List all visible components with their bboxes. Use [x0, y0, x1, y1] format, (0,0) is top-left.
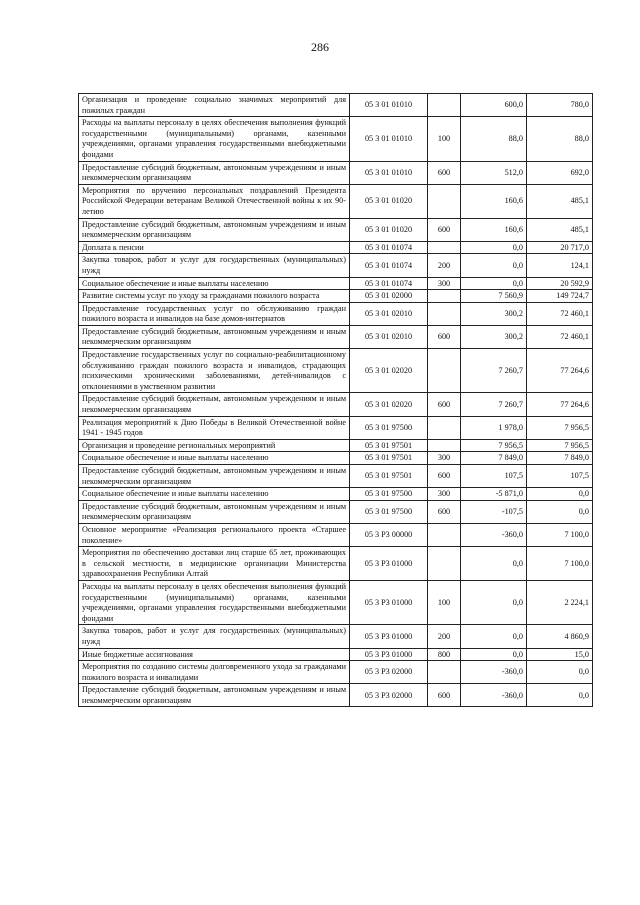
target-article-code-cell: 05 3 01 97501: [350, 452, 428, 465]
amount-total-cell: 0,0: [527, 661, 593, 684]
amount-change-cell: 300,2: [461, 325, 527, 348]
expense-type-code-cell: [428, 416, 461, 439]
amount-total-cell: 77 264,6: [527, 349, 593, 393]
target-article-code-cell: 05 3 01 01010: [350, 161, 428, 184]
amount-total-cell: 7 100,0: [527, 547, 593, 581]
table-row: [79, 547, 593, 581]
amount-change-cell: 160,6: [461, 184, 527, 218]
expense-type-code-cell: [428, 302, 461, 325]
expense-type-code-cell: 300: [428, 452, 461, 465]
expense-type-code-cell: 200: [428, 254, 461, 277]
amount-change-cell: 0,0: [461, 547, 527, 581]
expense-type-code-cell: [428, 94, 461, 117]
target-article-code-cell: 05 3 P3 02000: [350, 684, 428, 707]
target-article-code-cell: 05 3 01 01074: [350, 277, 428, 290]
page-number: 286: [311, 40, 329, 54]
expense-type-code-cell: [428, 184, 461, 218]
table-row: [79, 648, 593, 661]
amount-change-cell: 0,0: [461, 625, 527, 648]
table-row: [79, 488, 593, 501]
table-row: [79, 465, 593, 488]
budget-table-body: [79, 94, 593, 707]
target-article-code-cell: 05 3 01 01074: [350, 254, 428, 277]
target-article-code-cell: 05 3 01 02010: [350, 302, 428, 325]
amount-change-cell: 0,0: [461, 241, 527, 254]
expense-type-code-cell: 800: [428, 648, 461, 661]
expense-name-cell: Предоставление субсидий бюджетным, автономным учреждениям и иным некоммерческим организациям: [79, 218, 350, 241]
amount-change-cell: 7 849,0: [461, 452, 527, 465]
table-row: [79, 94, 593, 117]
target-article-code-cell: 05 3 01 01010: [350, 117, 428, 161]
amount-total-cell: 72 460,1: [527, 325, 593, 348]
expense-name-cell: Предоставление субсидий бюджетным, автономным учреждениям и иным некоммерческим организациям: [79, 161, 350, 184]
table-row: [79, 325, 593, 348]
table-row: [79, 290, 593, 303]
table-row: [79, 500, 593, 523]
target-article-code-cell: 05 3 01 97501: [350, 465, 428, 488]
amount-change-cell: 0,0: [461, 580, 527, 624]
table-row: [79, 580, 593, 624]
target-article-code-cell: 05 3 P3 00000: [350, 523, 428, 546]
expense-type-code-cell: [428, 241, 461, 254]
table-row: [79, 523, 593, 546]
amount-total-cell: 0,0: [527, 488, 593, 501]
table-row: [79, 684, 593, 707]
table-row: [79, 218, 593, 241]
amount-change-cell: 7 260,7: [461, 393, 527, 416]
amount-total-cell: 780,0: [527, 94, 593, 117]
amount-total-cell: 485,1: [527, 218, 593, 241]
target-article-code-cell: 05 3 01 02010: [350, 325, 428, 348]
target-article-code-cell: 05 3 01 01010: [350, 94, 428, 117]
amount-total-cell: 88,0: [527, 117, 593, 161]
target-article-code-cell: 05 3 01 97500: [350, 488, 428, 501]
amount-total-cell: 7 849,0: [527, 452, 593, 465]
target-article-code-cell: 05 3 01 97500: [350, 500, 428, 523]
amount-total-cell: 77 264,6: [527, 393, 593, 416]
amount-total-cell: 4 860,9: [527, 625, 593, 648]
amount-change-cell: -360,0: [461, 661, 527, 684]
expense-name-cell: Предоставление субсидий бюджетным, автономным учреждениям и иным некоммерческим организациям: [79, 500, 350, 523]
amount-change-cell: -107,5: [461, 500, 527, 523]
expense-type-code-cell: 600: [428, 684, 461, 707]
amount-total-cell: 107,5: [527, 465, 593, 488]
amount-change-cell: 160,6: [461, 218, 527, 241]
expense-name-cell: Закупка товаров, работ и услуг для государственных (муниципальных) нужд: [79, 625, 350, 648]
expense-type-code-cell: [428, 523, 461, 546]
amount-change-cell: 107,5: [461, 465, 527, 488]
table-row: [79, 625, 593, 648]
expense-name-cell: Предоставление субсидий бюджетным, автономным учреждениям и иным некоммерческим организациям: [79, 465, 350, 488]
expense-name-cell: Предоставление субсидий бюджетным, автономным учреждениям и иным некоммерческим организациям: [79, 325, 350, 348]
target-article-code-cell: 05 3 01 02000: [350, 290, 428, 303]
amount-change-cell: 7 560,9: [461, 290, 527, 303]
expense-type-code-cell: 100: [428, 117, 461, 161]
amount-change-cell: 0,0: [461, 648, 527, 661]
amount-total-cell: 7 100,0: [527, 523, 593, 546]
amount-change-cell: -360,0: [461, 523, 527, 546]
amount-change-cell: 300,2: [461, 302, 527, 325]
expense-type-code-cell: 600: [428, 325, 461, 348]
amount-change-cell: 7 956,5: [461, 439, 527, 452]
amount-change-cell: 7 260,7: [461, 349, 527, 393]
expense-name-cell: Организация и проведение региональных мероприятий: [79, 439, 350, 452]
expense-type-code-cell: 300: [428, 277, 461, 290]
table-row: [79, 416, 593, 439]
table-row: [79, 117, 593, 161]
expense-type-code-cell: [428, 290, 461, 303]
table-row: [79, 184, 593, 218]
target-article-code-cell: 05 3 01 97500: [350, 416, 428, 439]
table-row: [79, 661, 593, 684]
table-row: [79, 452, 593, 465]
amount-change-cell: -360,0: [461, 684, 527, 707]
target-article-code-cell: 05 3 01 02020: [350, 393, 428, 416]
amount-change-cell: 600,0: [461, 94, 527, 117]
expense-name-cell: Основное мероприятие «Реализация регионального проекта «Старшее поколение»: [79, 523, 350, 546]
expense-name-cell: Расходы на выплаты персоналу в целях обеспечения выполнения функций государственными (муниципальными) органами, казенными учреждениями, органами управления государственными внебюджетными фондами: [79, 117, 350, 161]
amount-total-cell: 72 460,1: [527, 302, 593, 325]
amount-total-cell: 20 717,0: [527, 241, 593, 254]
target-article-code-cell: 05 3 P3 01000: [350, 547, 428, 581]
amount-total-cell: 485,1: [527, 184, 593, 218]
expense-name-cell: Предоставление субсидий бюджетным, автономным учреждениям и иным некоммерческим организациям: [79, 684, 350, 707]
table-row: [79, 302, 593, 325]
amount-total-cell: 2 224,1: [527, 580, 593, 624]
expense-type-code-cell: 600: [428, 465, 461, 488]
table-row: [79, 241, 593, 254]
expense-type-code-cell: [428, 349, 461, 393]
target-article-code-cell: 05 3 P3 01000: [350, 648, 428, 661]
expense-type-code-cell: 100: [428, 580, 461, 624]
amount-change-cell: 512,0: [461, 161, 527, 184]
expense-name-cell: Социальное обеспечение и иные выплаты населению: [79, 452, 350, 465]
expense-type-code-cell: 600: [428, 218, 461, 241]
expense-name-cell: Предоставление государственных услуг по социально-реабилитационному обслуживанию граждан пожилого возраста и инвалидов, страдающих психическими хроническими заболеваниями, детей-инвалидов с отклонениями в умственном развитии: [79, 349, 350, 393]
target-article-code-cell: 05 3 P3 01000: [350, 580, 428, 624]
amount-change-cell: 0,0: [461, 277, 527, 290]
amount-total-cell: 0,0: [527, 684, 593, 707]
target-article-code-cell: 05 3 01 02020: [350, 349, 428, 393]
amount-total-cell: 7 956,5: [527, 416, 593, 439]
expense-name-cell: Социальное обеспечение и иные выплаты населению: [79, 277, 350, 290]
expense-type-code-cell: 600: [428, 393, 461, 416]
expense-type-code-cell: 300: [428, 488, 461, 501]
expense-type-code-cell: [428, 439, 461, 452]
expense-name-cell: Реализация мероприятий к Дню Победы в Великой Отечественной войне 1941 - 1945 годов: [79, 416, 350, 439]
expense-name-cell: Организация и проведение социально значимых мероприятий для пожилых граждан: [79, 94, 350, 117]
expense-name-cell: Мероприятия по обеспечению доставки лиц старше 65 лет, проживающих в сельской местности, в медицинские организации Министерства здравоохранения Республики Алтай: [79, 547, 350, 581]
expense-name-cell: Иные бюджетные ассигнования: [79, 648, 350, 661]
amount-change-cell: -5 871,0: [461, 488, 527, 501]
expense-name-cell: Развитие системы услуг по уходу за гражданами пожилого возраста: [79, 290, 350, 303]
expense-type-code-cell: 600: [428, 500, 461, 523]
expense-name-cell: Мероприятия по вручению персональных поздравлений Президента Российской Федерации ветеранам Великой Отечественной войны к их 90-летию: [79, 184, 350, 218]
expense-type-code-cell: 600: [428, 161, 461, 184]
table-row: [79, 393, 593, 416]
amount-change-cell: 1 978,0: [461, 416, 527, 439]
table-row: [79, 439, 593, 452]
amount-change-cell: 0,0: [461, 254, 527, 277]
amount-total-cell: 692,0: [527, 161, 593, 184]
table-row: [79, 161, 593, 184]
table-row: [79, 277, 593, 290]
amount-total-cell: 0,0: [527, 500, 593, 523]
amount-total-cell: 20 592,9: [527, 277, 593, 290]
amount-total-cell: 124,1: [527, 254, 593, 277]
expense-name-cell: Социальное обеспечение и иные выплаты населению: [79, 488, 350, 501]
table-row: [79, 349, 593, 393]
amount-change-cell: 88,0: [461, 117, 527, 161]
expense-name-cell: Расходы на выплаты персоналу в целях обеспечения выполнения функций государственными (муниципальными) органами, казенными учреждениями, органами управления государственными внебюджетными фондами: [79, 580, 350, 624]
expense-name-cell: Закупка товаров, работ и услуг для государственных (муниципальных) нужд: [79, 254, 350, 277]
expense-name-cell: Доплата к пенсии: [79, 241, 350, 254]
table-row: [79, 254, 593, 277]
target-article-code-cell: 05 3 01 01020: [350, 218, 428, 241]
amount-total-cell: 149 724,7: [527, 290, 593, 303]
target-article-code-cell: 05 3 01 01020: [350, 184, 428, 218]
expense-name-cell: Предоставление субсидий бюджетным, автономным учреждениям и иным некоммерческим организациям: [79, 393, 350, 416]
budget-table: [78, 93, 593, 707]
target-article-code-cell: 05 3 01 97501: [350, 439, 428, 452]
expense-type-code-cell: 200: [428, 625, 461, 648]
expense-name-cell: Мероприятия по созданию системы долговременного ухода за гражданами пожилого возраста и инвалидами: [79, 661, 350, 684]
target-article-code-cell: 05 3 P3 01000: [350, 625, 428, 648]
expense-type-code-cell: [428, 661, 461, 684]
amount-total-cell: 15,0: [527, 648, 593, 661]
amount-total-cell: 7 956,5: [527, 439, 593, 452]
expense-type-code-cell: [428, 547, 461, 581]
target-article-code-cell: 05 3 P3 02000: [350, 661, 428, 684]
target-article-code-cell: 05 3 01 01074: [350, 241, 428, 254]
expense-name-cell: Предоставление государственных услуг по обслуживанию граждан пожилого возраста и инвалидов на базе домов-интернатов: [79, 302, 350, 325]
